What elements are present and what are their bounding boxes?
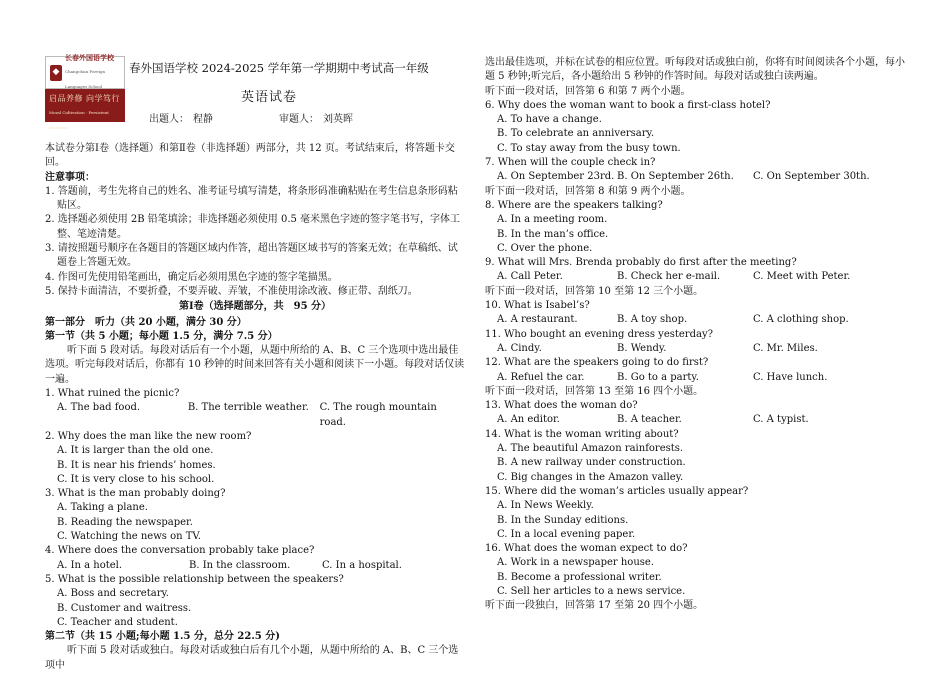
question-stem: 11. Who bought an evening dress yesterday? — [485, 328, 713, 340]
options-row — [485, 313, 910, 327]
logo-motto-en: Moral Cultivation · Persistent Endeavor — [49, 110, 109, 130]
option-text: B. A toy shop. — [617, 314, 688, 326]
option-text: A. On September 23rd. — [497, 171, 615, 183]
option-text: B. On September 26th. — [617, 171, 734, 183]
option-text: B. A teacher. — [617, 414, 682, 426]
question-stem: 15. Where did the woman’s articles usually appear? — [485, 485, 749, 497]
option-text: C. A typist. — [753, 414, 809, 426]
option-text: C. The rough mountain road. — [319, 402, 437, 428]
intro-text: 本试卷分第Ⅰ卷（选择题）和第Ⅱ卷（非选择题）两部分，共 12 页。考试结束后，将答题卡交回。 — [45, 143, 455, 169]
volume1-title: 第Ⅰ卷（选择题部分，共 95 分） — [178, 301, 332, 313]
listening-instruction: 听下面一段对话，回答第 10 至第 12 三个小题。 — [485, 285, 704, 297]
note-item: 2. 选择题必须使用 2B 铅笔填涂；非选择题必须使用 0.5 毫米黑色字迹的签字笔书写，字体工整、笔迹清楚。 — [45, 214, 461, 240]
question-stem: 13. What does the woman do? — [485, 400, 638, 412]
question-stem: 5. What is the possible relationship between the speakers? — [45, 573, 344, 585]
author-label: 出题人： — [149, 114, 189, 125]
listening-instruction: 听下面一段对话，回答第 13 至第 16 四个小题。 — [485, 385, 704, 397]
note-item: 3. 请按照题号顺序在各题目的答题区域内作答，超出答题区域书写的答案无效；在草稿纸、试题卷上答题无效。 — [45, 243, 458, 269]
question-stem: 2. Why does the man like the new room? — [45, 430, 252, 442]
option-text: C. A clothing shop. — [753, 314, 849, 326]
option-text: A. The beautiful Amazon rainforests. — [497, 443, 684, 455]
option-text: C. Meet with Peter. — [753, 271, 851, 283]
question-stem: 9. What will Mrs. Brenda probably do first after the meeting? — [485, 257, 797, 269]
part1-title: 第一部分 听力（共 20 小题，满分 30 分） — [45, 316, 247, 328]
option-text: C. Over the phone. — [497, 242, 593, 254]
option-text: C. In a hospital. — [322, 559, 402, 571]
option-text: C. Watching the news on TV. — [57, 531, 202, 543]
option-text: C. On September 30th. — [753, 171, 870, 183]
option-text: B. Reading the newspaper. — [57, 516, 193, 528]
options-row — [45, 559, 465, 573]
author-name: 程静 — [193, 114, 213, 125]
option-text: B. Wendy. — [617, 342, 667, 354]
note-item: 5. 保持卡面清洁，不要折叠，不要弄破、弄皱，不准使用涂改液、修正带、刮纸刀。 — [45, 285, 418, 297]
exam-title: 春外国语学校 2024-2025 学年第一学期期中考试高一年级 — [129, 61, 429, 75]
left-body — [45, 142, 465, 673]
listening-instruction: 听下面一段对话，回答第 6 和第 7 两个小题。 — [485, 85, 691, 97]
option-text: B. In the classroom. — [189, 559, 291, 571]
section2-questions — [485, 85, 910, 614]
option-text: B. The terrible weather. — [187, 402, 309, 414]
option-text: B. Customer and waitress. — [57, 602, 192, 614]
question-stem: 16. What does the woman expect to do? — [485, 543, 688, 555]
listening-instruction: 听下面一段对话，回答第 8 和第 9 两个小题。 — [485, 185, 691, 197]
option-text: A. Taking a plane. — [57, 502, 148, 514]
logo-motto: 启品养修 向学笃行 — [49, 94, 121, 103]
option-text: A. To have a change. — [497, 114, 602, 126]
option-text: B. Go to a party. — [617, 371, 699, 383]
option-text: C. In a local evening paper. — [497, 528, 636, 540]
logo-english-name: Changchun Foreign Languages School — [65, 69, 106, 89]
option-text: A. In a meeting room. — [497, 214, 608, 226]
option-text: A. Call Peter. — [497, 271, 563, 283]
option-text: C. Big changes in the Amazon valley. — [497, 471, 684, 483]
question-stem: 6. Why does the woman want to book a first-class hotel? — [485, 99, 771, 111]
reviewer-name: 刘英晖 — [323, 114, 353, 125]
option-text: A. The bad food. — [57, 402, 141, 414]
section1-instructions: 听下面 5 段对话。每段对话后有一个小题，从题中所给的 A、B、C 三个选项中选出最佳选项。听完每段对话后，你都有 10 秒钟的时间来回答有关小题和阅读下一小题。每段对话仅读一遍。 — [45, 345, 465, 385]
options-row — [485, 413, 910, 427]
option-text: B. In the Sunday editions. — [497, 514, 629, 526]
option-text: B. Check her e-mail. — [617, 271, 721, 283]
note-item: 4. 作图可先使用铅笔画出，确定后必须用黑色字迹的签字笔描黑。 — [45, 271, 338, 283]
notes-list — [45, 185, 465, 299]
question-stem: 8. Where are the speakers talking? — [485, 199, 663, 211]
section2-instructions-a: 听下面 5 段对话或独白。每段对话或独白后有几个小题，从题中所给的 A、B、C 三个选项中 — [45, 645, 459, 671]
options-row — [485, 170, 910, 184]
option-text: B. Become a professional writer. — [497, 571, 662, 583]
note-item: 1. 答题前，考生先将自己的姓名、准考证号填写清楚，将条形码准确粘贴在考生信息条形码粘贴区。 — [45, 185, 458, 212]
question-stem: 3. What is the man probably doing? — [45, 488, 226, 500]
option-text: A. Refuel the car. — [497, 371, 585, 383]
notes-title: 注意事项： — [45, 171, 95, 183]
option-text: C. Teacher and student. — [57, 616, 178, 628]
options-row — [45, 401, 465, 430]
option-text: A. Work in a newspaper house. — [497, 557, 654, 569]
question-stem: 4. Where does the conversation probably take place? — [45, 545, 315, 557]
option-text: A. It is larger than the old one. — [57, 445, 214, 457]
option-text: C. Sell her articles to a news service. — [497, 585, 686, 597]
option-text: A. In News Weekly. — [497, 500, 594, 512]
question-stem: 1. What ruined the picnic? — [45, 388, 180, 400]
options-row — [485, 371, 910, 385]
option-text: B. To celebrate an anniversary. — [497, 128, 655, 140]
option-text: C. Mr. Miles. — [753, 342, 818, 354]
authors-line — [149, 113, 357, 127]
question-stem: 12. What are the speakers going to do first? — [485, 357, 709, 369]
school-emblem-icon: ◆ — [50, 65, 62, 81]
section2-title: 第二节（共 15 小题;每小题 1.5 分，总分 22.5 分) — [45, 631, 280, 643]
option-text: C. To stay away from the busy town. — [497, 142, 681, 154]
option-text: C. It is very close to his school. — [57, 473, 215, 485]
subject-title: 英语试卷 — [241, 90, 298, 105]
options-row — [485, 342, 910, 356]
option-text: A. Cindy. — [497, 342, 542, 354]
option-text: A. Boss and secretary. — [57, 588, 169, 600]
option-text: A. A restaurant. — [497, 314, 578, 326]
section1-questions — [45, 387, 465, 630]
option-text: B. In the man’s office. — [497, 228, 609, 240]
school-logo — [45, 53, 125, 130]
question-stem: 7. When will the couple check in? — [485, 157, 656, 169]
question-stem: 10. What is Isabel’s? — [485, 300, 590, 312]
option-text: C. Have lunch. — [753, 371, 828, 383]
reviewer-label: 审题人： — [279, 114, 319, 125]
logo-chinese-name: 长春外国语学校 — [65, 53, 115, 63]
listening-instruction: 听下面一段独白，回答第 17 至第 20 四个小题。 — [485, 600, 704, 612]
option-text: A. In a hotel. — [57, 559, 123, 571]
option-text: B. A new railway under construction. — [497, 457, 686, 469]
section2-instructions-b: 选出最佳选项，并标在试卷的相应位置。听每段对话或独白前，你将有时间阅读各个小题，每小题 5 秒钟;听完后，各小题给出 5 秒钟的作答时间。每段对话或独白读两遍。 — [485, 57, 905, 83]
option-text: A. An editor. — [497, 414, 560, 426]
section1-title: 第一节（共 5 小题；每小题 1.5 分，满分 7.5 分） — [45, 330, 278, 342]
question-stem: 14. What is the woman writing about? — [485, 428, 679, 440]
options-row — [485, 270, 910, 284]
option-text: B. It is near his friends’ homes. — [57, 459, 216, 471]
